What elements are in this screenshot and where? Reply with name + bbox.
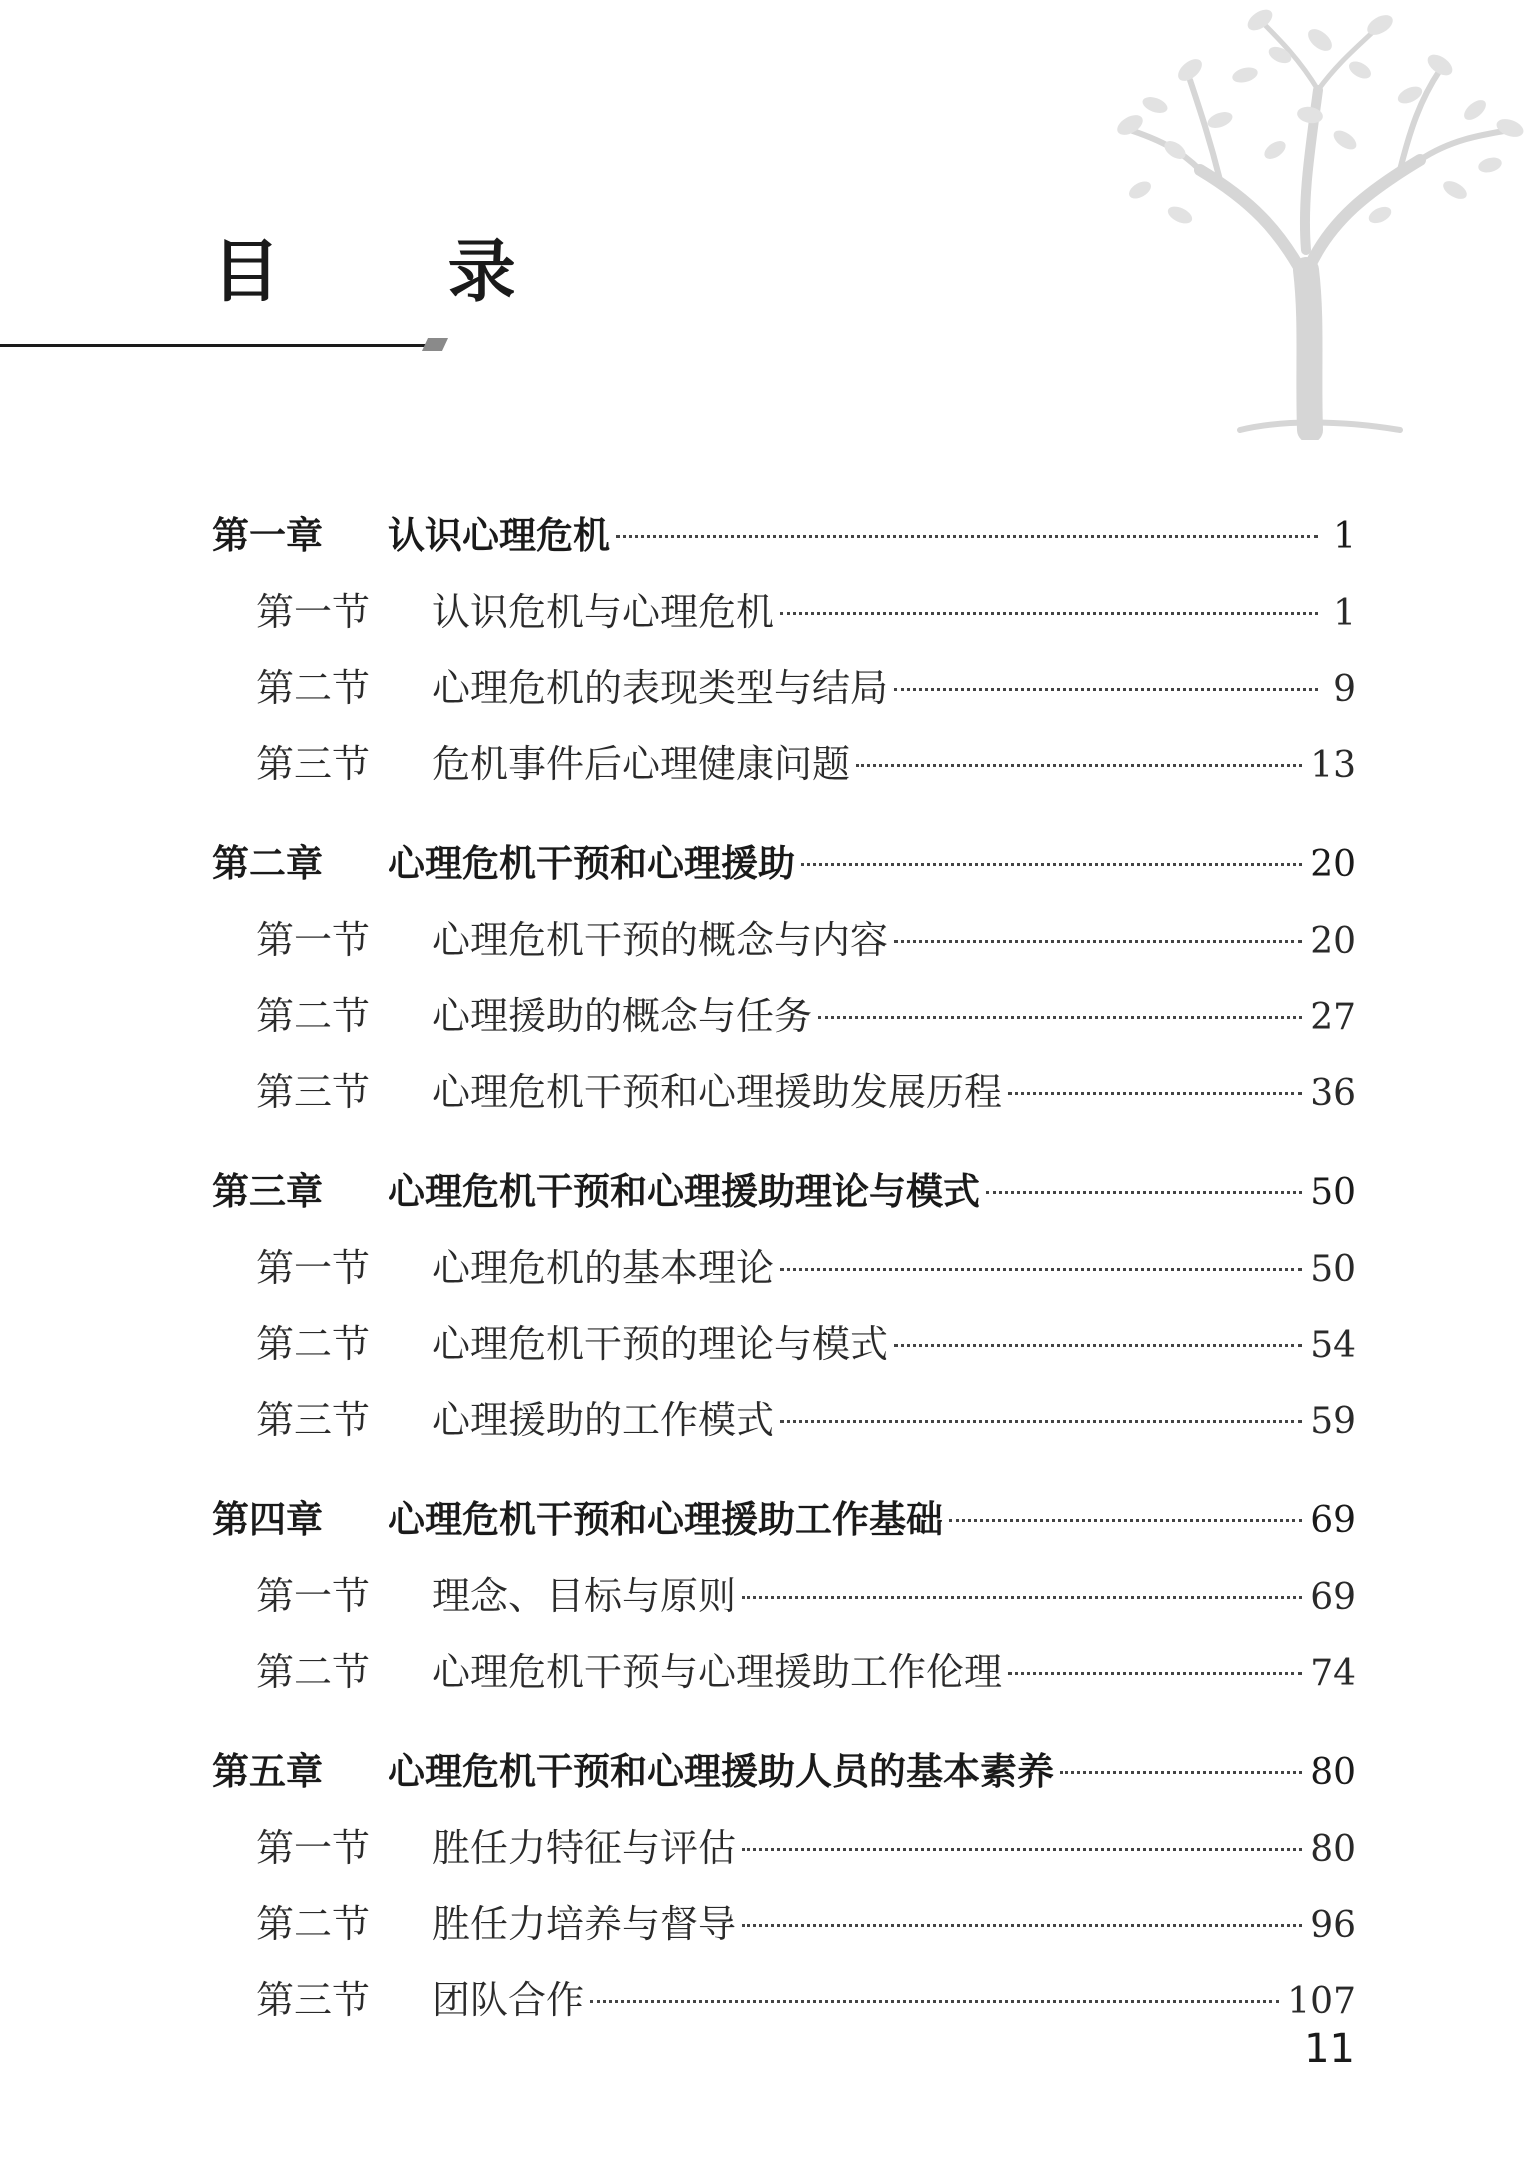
section-page: 13 <box>1310 745 1356 786</box>
section-page: 20 <box>1310 921 1356 962</box>
section-title: 胜任力培养与督导 <box>432 1902 737 1946</box>
dot-leader <box>894 1344 1302 1347</box>
section-title: 心理危机干预和心理援助发展历程 <box>432 1070 1003 1114</box>
dot-leader <box>616 535 1318 538</box>
chapter-page: 50 <box>1310 1172 1356 1213</box>
dot-leader <box>742 1596 1302 1599</box>
section-label: 第一节 <box>256 1826 371 1870</box>
toc-section-entry[interactable] <box>212 1810 1356 1886</box>
toc-section-entry[interactable] <box>212 1306 1356 1382</box>
section-title: 认识危机与心理危机 <box>432 590 775 634</box>
section-page: 59 <box>1310 1401 1356 1442</box>
dot-leader <box>1060 1771 1302 1774</box>
chapter-label: 第四章 <box>212 1498 323 1541</box>
title-divider-mark <box>422 338 448 351</box>
chapter-title: 认识心理危机 <box>388 514 610 557</box>
toc-section-entry[interactable] <box>212 1962 1356 2038</box>
section-title: 理念、目标与原则 <box>432 1574 737 1618</box>
section-label: 第三节 <box>256 1070 371 1114</box>
section-title: 心理危机干预的理论与模式 <box>432 1322 889 1366</box>
section-label: 第二节 <box>256 994 371 1038</box>
section-page: 1 <box>1333 593 1356 634</box>
chapter-page: 20 <box>1310 844 1356 885</box>
title-divider <box>0 344 428 347</box>
section-label: 第一节 <box>256 918 371 962</box>
section-page: 74 <box>1310 1653 1356 1694</box>
chapter-page: 69 <box>1310 1500 1356 1541</box>
dot-leader <box>986 1191 1302 1194</box>
toc-chapter-entry[interactable] <box>212 1734 1356 1810</box>
section-label: 第一节 <box>256 1574 371 1618</box>
section-label: 第三节 <box>256 742 371 786</box>
section-page: 27 <box>1310 997 1356 1038</box>
section-title: 心理危机干预的概念与内容 <box>432 918 889 962</box>
dot-leader <box>590 2000 1279 2003</box>
section-label: 第三节 <box>256 1398 371 1442</box>
section-title: 心理危机干预与心理援助工作伦理 <box>432 1650 1003 1694</box>
dot-leader <box>856 764 1302 767</box>
dot-leader <box>780 612 1318 615</box>
toc-chapter-entry[interactable] <box>212 498 1356 574</box>
dot-leader <box>894 940 1302 943</box>
chapter-page: 1 <box>1333 516 1356 557</box>
chapter-label: 第二章 <box>212 842 323 885</box>
toc-chapter-3 <box>212 1154 1356 1458</box>
toc-section-entry[interactable] <box>212 1558 1356 1634</box>
section-title: 心理援助的工作模式 <box>432 1398 775 1442</box>
toc-section-entry[interactable] <box>212 726 1356 802</box>
dot-leader <box>949 1519 1302 1522</box>
toc-chapter-4 <box>212 1482 1356 1710</box>
section-page: 96 <box>1310 1905 1356 1946</box>
toc-section-entry[interactable] <box>212 1886 1356 1962</box>
chapter-title: 心理危机干预和心理援助人员的基本素养 <box>388 1750 1054 1793</box>
dot-leader <box>818 1016 1302 1019</box>
dot-leader <box>1008 1092 1302 1095</box>
dot-leader <box>742 1848 1302 1851</box>
section-title: 团队合作 <box>432 1978 585 2022</box>
section-label: 第三节 <box>256 1978 371 2022</box>
table-of-contents <box>212 498 1356 2062</box>
toc-section-entry[interactable] <box>212 650 1356 726</box>
dot-leader <box>780 1268 1302 1271</box>
toc-chapter-entry[interactable] <box>212 1154 1356 1230</box>
chapter-label: 第五章 <box>212 1750 323 1793</box>
toc-section-entry[interactable] <box>212 1230 1356 1306</box>
page-number: 11 <box>1304 2026 1355 2072</box>
toc-section-entry[interactable] <box>212 574 1356 650</box>
toc-chapter-entry[interactable] <box>212 826 1356 902</box>
section-title: 危机事件后心理健康问题 <box>432 742 851 786</box>
toc-chapter-2 <box>212 826 1356 1130</box>
toc-chapter-1 <box>212 498 1356 802</box>
dot-leader <box>780 1420 1302 1423</box>
section-title: 心理危机的基本理论 <box>432 1246 775 1290</box>
section-page: 69 <box>1310 1577 1356 1618</box>
section-title: 心理援助的概念与任务 <box>432 994 813 1038</box>
chapter-title: 心理危机干预和心理援助工作基础 <box>388 1498 943 1541</box>
toc-section-entry[interactable] <box>212 978 1356 1054</box>
tree-illustration-icon <box>1080 0 1535 440</box>
toc-chapter-entry[interactable] <box>212 1482 1356 1558</box>
section-page: 54 <box>1310 1325 1356 1366</box>
chapter-title: 心理危机干预和心理援助 <box>388 842 795 885</box>
section-page: 50 <box>1310 1249 1356 1290</box>
dot-leader <box>894 688 1318 691</box>
section-page: 9 <box>1333 669 1356 710</box>
toc-section-entry[interactable] <box>212 902 1356 978</box>
toc-section-entry[interactable] <box>212 1634 1356 1710</box>
page-title: 目 录 <box>212 232 588 312</box>
chapter-title: 心理危机干预和心理援助理论与模式 <box>388 1170 980 1213</box>
chapter-label: 第三章 <box>212 1170 323 1213</box>
section-label: 第一节 <box>256 1246 371 1290</box>
dot-leader <box>1008 1672 1302 1675</box>
section-title: 胜任力特征与评估 <box>432 1826 737 1870</box>
toc-section-entry[interactable] <box>212 1054 1356 1130</box>
toc-chapter-5 <box>212 1734 1356 2038</box>
section-label: 第二节 <box>256 1322 371 1366</box>
section-label: 第二节 <box>256 1650 371 1694</box>
chapter-label: 第一章 <box>212 514 323 557</box>
section-page: 107 <box>1287 1981 1356 2022</box>
section-page: 80 <box>1310 1829 1356 1870</box>
section-title: 心理危机的表现类型与结局 <box>432 666 889 710</box>
toc-section-entry[interactable] <box>212 1382 1356 1458</box>
section-page: 36 <box>1310 1073 1356 1114</box>
section-label: 第二节 <box>256 666 371 710</box>
chapter-page: 80 <box>1310 1752 1356 1793</box>
dot-leader <box>742 1924 1302 1927</box>
section-label: 第一节 <box>256 590 371 634</box>
dot-leader <box>801 863 1302 866</box>
section-label: 第二节 <box>256 1902 371 1946</box>
